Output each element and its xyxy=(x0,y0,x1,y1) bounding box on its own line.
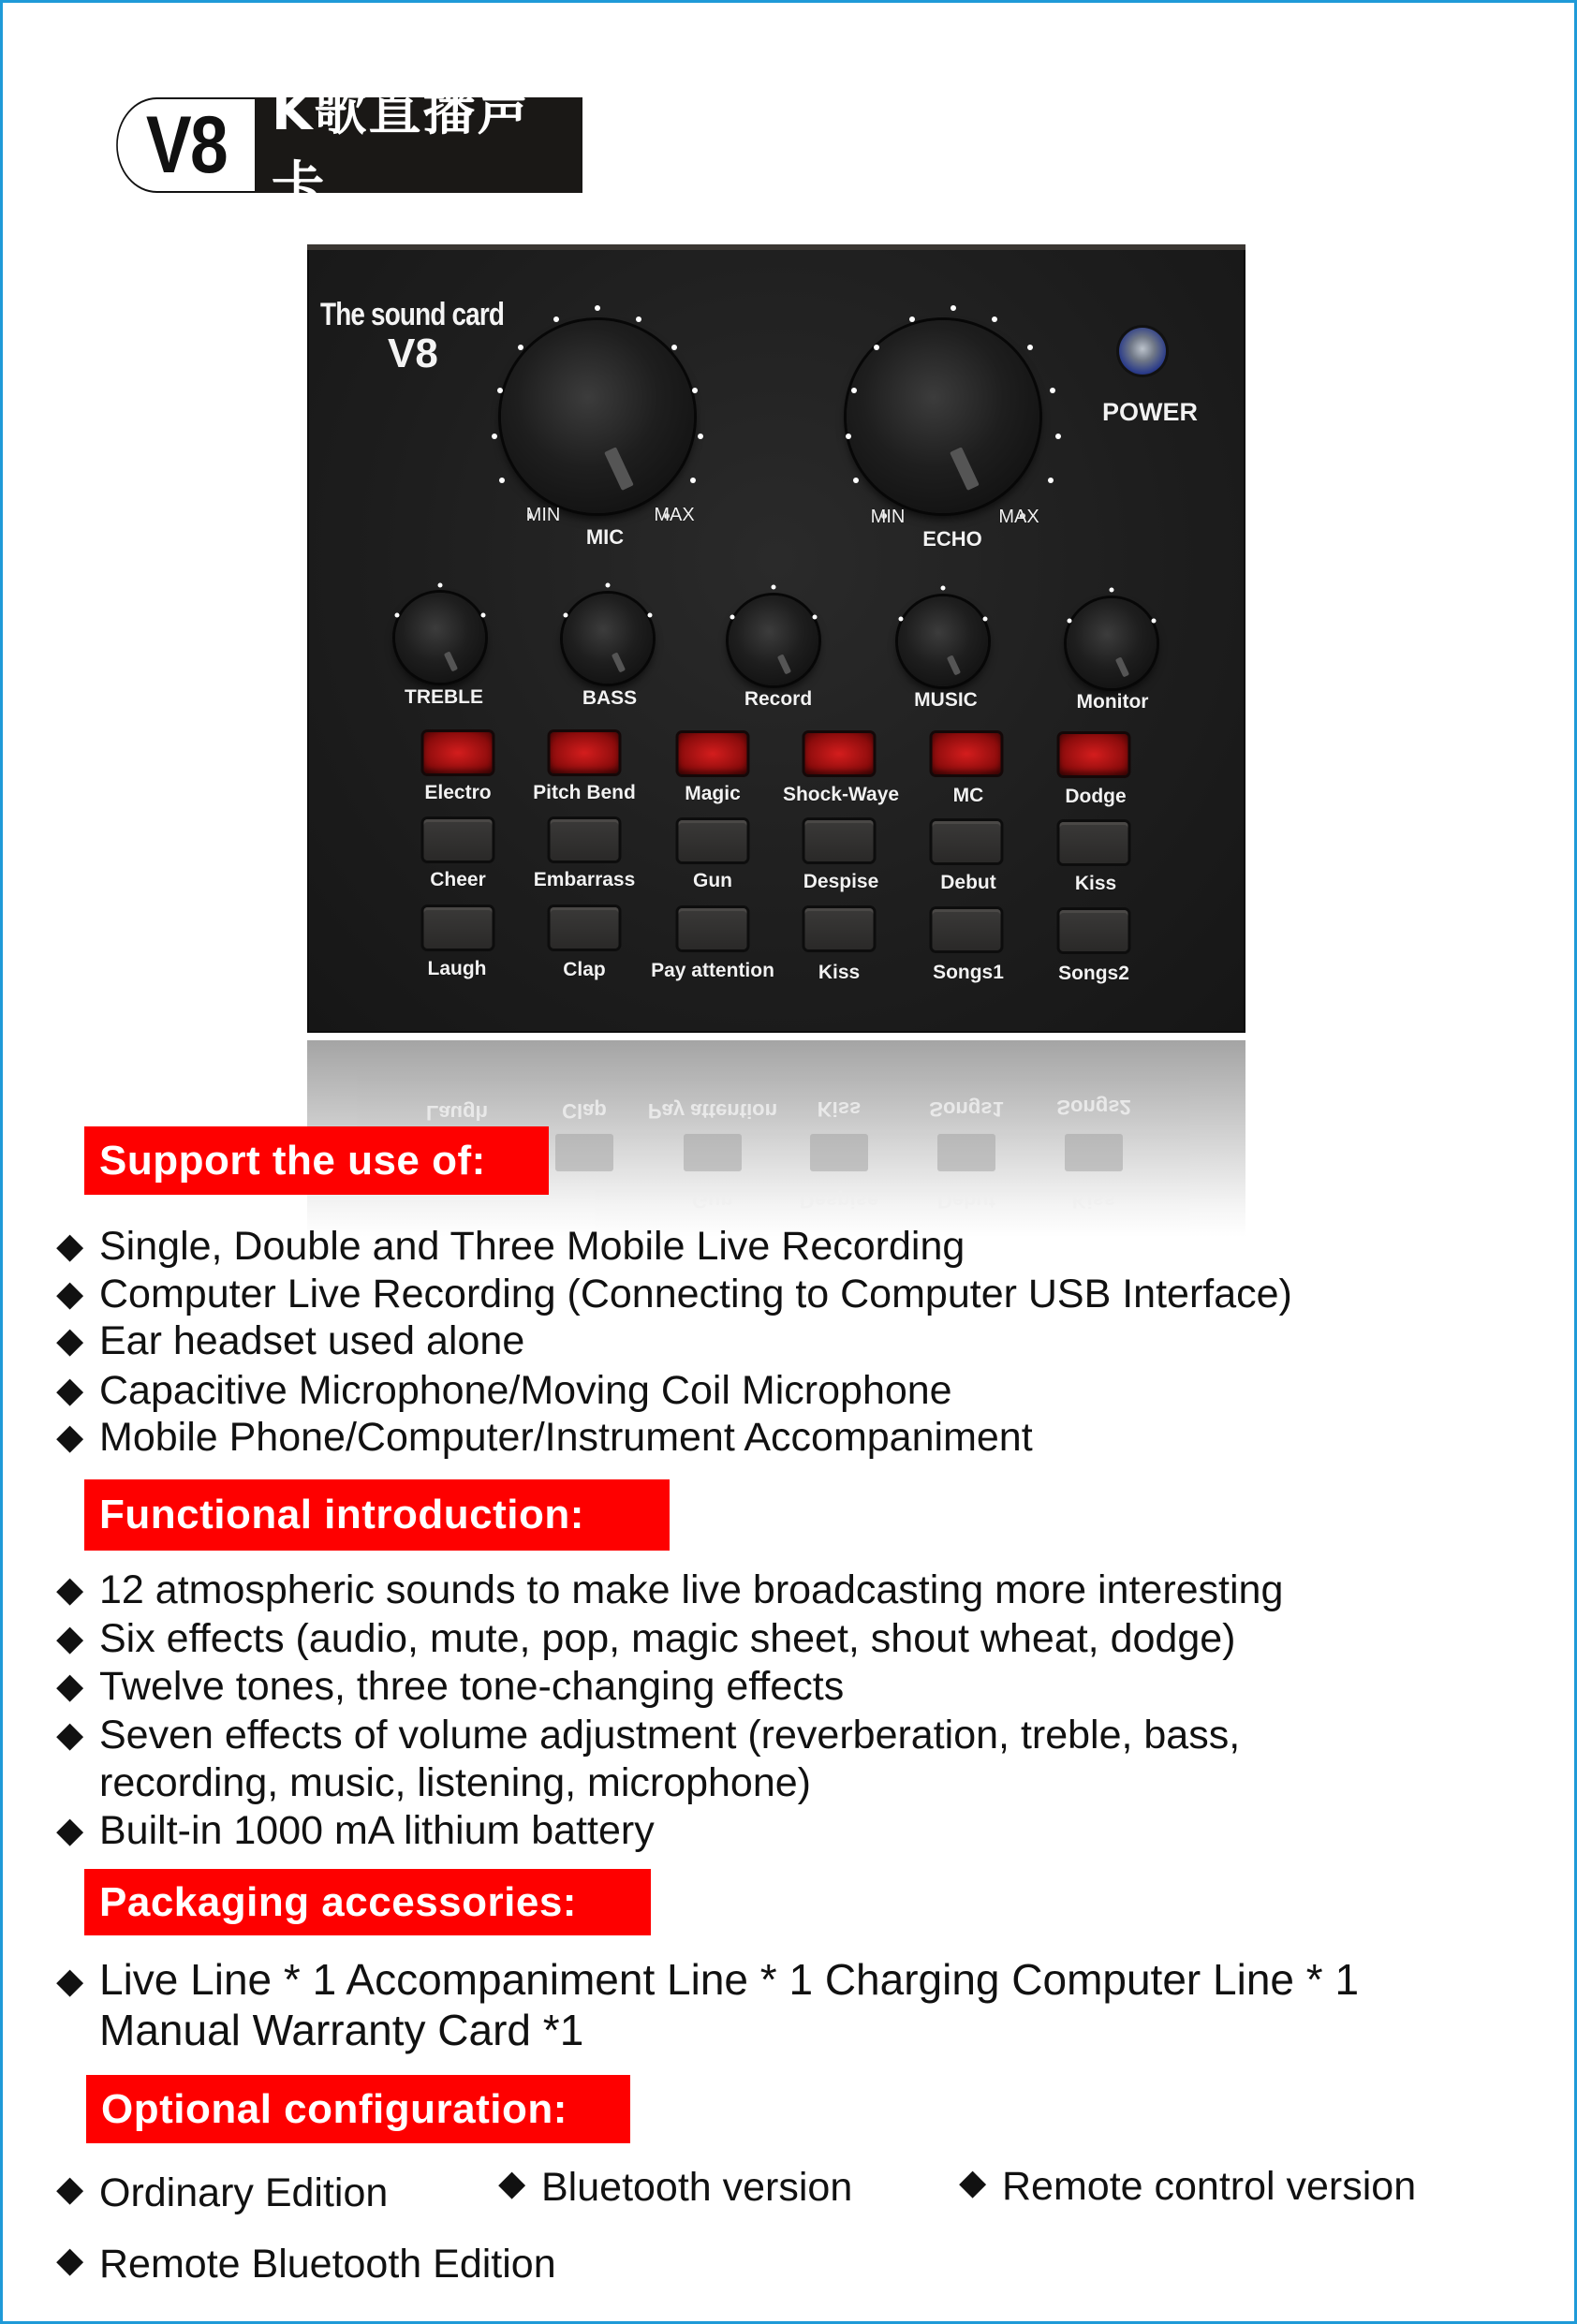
reflection-label: Kiss xyxy=(817,1097,862,1121)
scale-dot xyxy=(1110,588,1114,593)
functional-heading: Functional introduction: xyxy=(84,1479,670,1551)
kiss-button[interactable] xyxy=(1060,822,1128,863)
scale-dot xyxy=(497,388,503,393)
dodge-label: Dodge xyxy=(1065,786,1127,807)
music-knob[interactable] xyxy=(898,596,988,686)
support-item: ◆ Ear headset used alone xyxy=(56,1318,525,1363)
functional-item: ◆ Seven effects of volume adjustment (reverberation, treble, bass, xyxy=(56,1713,1241,1758)
functional-item: ◆ Built-in 1000 mA lithium battery xyxy=(56,1808,655,1853)
scale-dot xyxy=(692,388,698,393)
packaging-item-continuation: Manual Warranty Card *1 xyxy=(99,2006,584,2054)
scale-dot xyxy=(983,617,988,622)
diamond-bullet-icon: ◆ xyxy=(56,2170,84,2209)
scale-dot xyxy=(606,583,611,588)
scale-dot xyxy=(846,434,851,439)
bass-knob[interactable] xyxy=(563,594,653,684)
scale-dot xyxy=(492,434,497,439)
echo-min-label: MIN xyxy=(870,507,906,527)
scale-dot xyxy=(518,345,523,350)
laugh-label: Laugh xyxy=(427,958,487,979)
diamond-bullet-icon: ◆ xyxy=(56,1667,84,1706)
reflection-label: Gun xyxy=(692,1189,733,1213)
reflection-button xyxy=(937,1134,995,1171)
shock-wave-button[interactable] xyxy=(805,733,874,774)
embarrass-button[interactable] xyxy=(551,819,619,860)
pay-attention-button[interactable] xyxy=(679,908,747,949)
songs1-label: Songs1 xyxy=(933,962,1004,983)
reflection-button xyxy=(810,1134,868,1171)
songs1-button[interactable] xyxy=(933,909,1001,950)
mic-max-label: MAX xyxy=(654,505,695,525)
support-item: ◆ Computer Live Recording (Connecting to Computer USB Interface) xyxy=(56,1272,1292,1316)
cheer-button[interactable] xyxy=(424,819,493,860)
reflection-label: Laugh xyxy=(426,1101,488,1125)
packaging-item: ◆ Live Line * 1 Accompaniment Line * 1 Charging Computer Line * 1 xyxy=(56,1953,1359,2008)
magic-label: Magic xyxy=(685,783,741,804)
record-label: Record xyxy=(744,688,813,710)
diamond-bullet-icon: ◆ xyxy=(56,2241,84,2280)
scale-dot xyxy=(813,615,818,620)
scale-dot xyxy=(851,388,857,393)
support-item: ◆ Mobile Phone/Computer/Instrument Accompaniment xyxy=(56,1415,1033,1460)
scale-dot xyxy=(941,586,946,591)
bass-label: BASS xyxy=(582,687,638,709)
diamond-bullet-icon: ◆ xyxy=(56,1962,84,2001)
electro-button[interactable] xyxy=(424,732,493,773)
echo-label: ECHO xyxy=(922,527,982,551)
kiss-2-button[interactable] xyxy=(805,908,874,949)
scale-dot xyxy=(874,345,879,350)
functional-item: ◆ Six effects (audio, mute, pop, magic sheet, shout wheat, dodge) xyxy=(56,1616,1236,1661)
gun-button[interactable] xyxy=(679,820,747,861)
songs2-button[interactable] xyxy=(1060,910,1128,951)
scale-dot xyxy=(909,316,915,322)
scale-dot xyxy=(853,478,859,483)
gun-label: Gun xyxy=(693,870,732,891)
dodge-button[interactable] xyxy=(1060,734,1128,775)
model-label: V8 xyxy=(116,97,255,193)
support-item: ◆ Capacitive Microphone/Moving Coil Microphone xyxy=(56,1368,952,1413)
sound-card-device xyxy=(307,244,1245,1033)
scale-dot xyxy=(671,345,677,350)
reflection-label: Pay attention xyxy=(647,1099,778,1123)
reflection-label: Songs2 xyxy=(1056,1096,1131,1119)
reflection-label: Despise xyxy=(799,1189,879,1213)
reflection-label: Clap xyxy=(562,1099,607,1123)
scale-dot xyxy=(395,613,400,618)
scale-dot xyxy=(690,478,696,483)
diamond-bullet-icon: ◆ xyxy=(56,1371,84,1410)
title-badge xyxy=(92,81,582,217)
power-button[interactable] xyxy=(1119,328,1166,375)
treble-knob[interactable] xyxy=(395,593,485,683)
despise-label: Despise xyxy=(803,871,879,892)
music-label: MUSIC xyxy=(914,689,978,711)
shock-wave-label: Shock-Waye xyxy=(782,784,900,805)
diamond-bullet-icon: ◆ xyxy=(959,2163,987,2202)
mc-button[interactable] xyxy=(933,733,1001,774)
reflection-label: Kiss xyxy=(1071,1189,1116,1213)
scale-dot xyxy=(438,583,443,588)
support-item: ◆ Single, Double and Three Mobile Live Recording xyxy=(56,1224,965,1269)
scale-dot xyxy=(1055,434,1061,439)
scale-dot xyxy=(730,615,735,620)
laugh-button[interactable] xyxy=(424,907,493,949)
support-heading: Support the use of: xyxy=(84,1126,549,1195)
scale-dot xyxy=(951,305,956,311)
diamond-bullet-icon: ◆ xyxy=(56,1570,84,1610)
scale-dot xyxy=(636,316,641,322)
record-knob[interactable] xyxy=(729,596,818,685)
scale-dot xyxy=(553,316,559,322)
diamond-bullet-icon: ◆ xyxy=(56,1715,84,1755)
diamond-bullet-icon: ◆ xyxy=(56,1227,84,1266)
monitor-label: Monitor xyxy=(1076,691,1149,713)
scale-dot xyxy=(992,316,997,322)
pitch-bend-button[interactable] xyxy=(551,732,619,773)
diamond-bullet-icon: ◆ xyxy=(498,2164,526,2203)
scale-dot xyxy=(499,478,505,483)
functional-item: ◆ 12 atmospheric sounds to make live broadcasting more interesting xyxy=(56,1567,1284,1612)
despise-button[interactable] xyxy=(805,820,874,861)
option-item: ◆ Ordinary Edition xyxy=(56,2165,388,2217)
diamond-bullet-icon: ◆ xyxy=(56,1811,84,1850)
kiss-2-label: Kiss xyxy=(818,962,861,983)
device-top-edge xyxy=(307,244,1245,250)
option-item: ◆ Remote control version xyxy=(959,2158,1416,2211)
option-item: ◆ Bluetooth version xyxy=(498,2159,852,2212)
device-brand-line2: V8 xyxy=(388,331,438,376)
treble-label: TREBLE xyxy=(405,686,483,708)
echo-max-label: MAX xyxy=(998,507,1039,527)
packaging-heading: Packaging accessories: xyxy=(84,1869,651,1935)
option-item: ◆ Remote Bluetooth Edition xyxy=(56,2236,556,2288)
cheer-label: Cheer xyxy=(430,869,486,890)
debut-button[interactable] xyxy=(933,821,1001,862)
functional-item: ◆ Twelve tones, three tone-changing effects xyxy=(56,1664,845,1709)
reflection-button xyxy=(684,1134,742,1171)
product-subtitle: K歌直播声卡 xyxy=(255,97,582,193)
debut-label: Debut xyxy=(940,872,996,893)
pay-attention-label: Pay attention xyxy=(651,960,774,981)
reflection-button xyxy=(555,1134,613,1171)
scale-dot xyxy=(648,613,653,618)
reflection-button xyxy=(1065,1134,1123,1171)
scale-dot xyxy=(899,617,904,622)
functional-item-continuation: recording, music, listening, microphone) xyxy=(99,1760,811,1805)
embarrass-label: Embarrass xyxy=(533,869,636,890)
scale-dot xyxy=(1152,619,1157,624)
scale-dot xyxy=(1027,345,1033,350)
magic-button[interactable] xyxy=(679,733,747,774)
diamond-bullet-icon: ◆ xyxy=(56,1418,84,1457)
optional-heading: Optional configuration: xyxy=(86,2075,630,2143)
mc-label: MC xyxy=(952,785,984,806)
scale-dot xyxy=(564,613,568,618)
songs2-label: Songs2 xyxy=(1058,963,1129,984)
monitor-knob[interactable] xyxy=(1067,598,1157,688)
scale-dot xyxy=(1068,619,1072,624)
clap-button[interactable] xyxy=(551,907,619,949)
scale-dot xyxy=(1050,388,1055,393)
electro-label: Electro xyxy=(424,782,492,803)
diamond-bullet-icon: ◆ xyxy=(56,1619,84,1658)
power-label: POWER xyxy=(1101,398,1199,426)
scale-dot xyxy=(481,613,486,618)
mic-min-label: MIN xyxy=(525,505,561,525)
diamond-bullet-icon: ◆ xyxy=(56,1274,84,1314)
reflection-label: Songs1 xyxy=(929,1097,1004,1121)
scale-dot xyxy=(698,434,703,439)
pitch-bend-label: Pitch Bend xyxy=(533,782,636,803)
scale-dot xyxy=(595,305,600,311)
device-brand-line1: The sound card xyxy=(320,297,505,332)
mic-label: MIC xyxy=(585,525,625,549)
scale-dot xyxy=(1048,478,1054,483)
clap-label: Clap xyxy=(563,959,606,980)
kiss-label: Kiss xyxy=(1074,873,1117,894)
diamond-bullet-icon: ◆ xyxy=(56,1321,84,1361)
mic-knob[interactable] xyxy=(501,320,694,513)
scale-dot xyxy=(772,585,776,590)
reflection-label: Debut xyxy=(936,1189,996,1213)
